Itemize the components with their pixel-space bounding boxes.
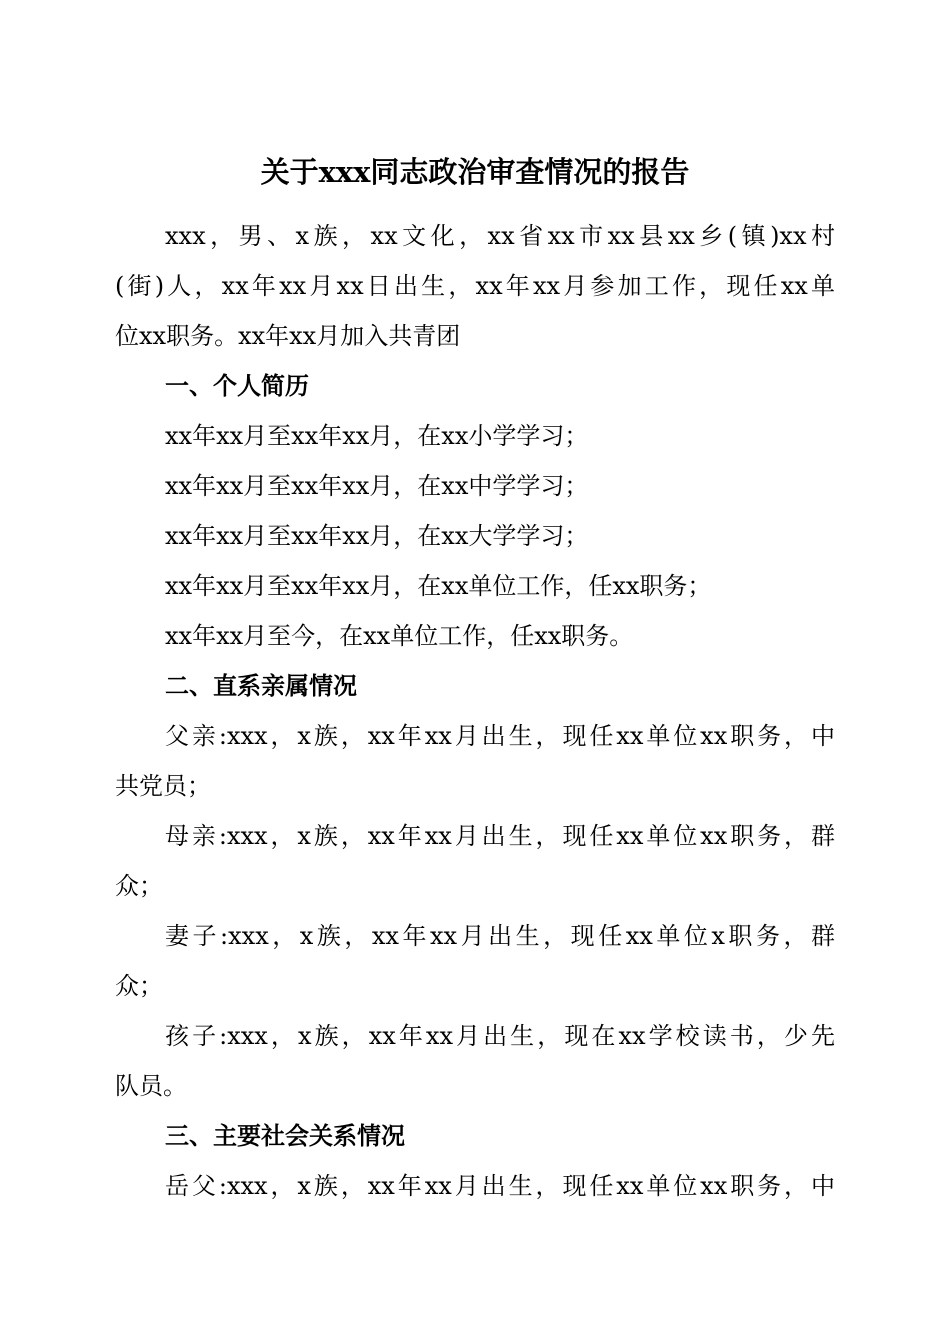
intro-line-3: 位xx职务。xx年xx月加入共青团: [115, 322, 461, 350]
resume-item: xx年xx月至xx年xx月，在xx大学学习；: [165, 522, 589, 550]
document-title: 关于xxx同志政治审查情况的报告: [260, 155, 690, 189]
family-child-line-2: 队员。: [115, 1072, 187, 1100]
resume-item: xx年xx月至xx年xx月，在xx小学学习；: [165, 422, 589, 450]
resume-item: xx年xx月至今，在xx单位工作，任xx职务。: [165, 622, 634, 650]
family-wife-line-2: 众；: [115, 972, 163, 1000]
intro-line-2: (街)人，xx年xx月xx日出生，xx年xx月参加工作，现任xx单: [115, 272, 835, 300]
section-heading-resume: 一、个人简历: [165, 371, 309, 400]
family-father-line-1: 父亲:xxx，x族，xx年xx月出生，现任xx单位xx职务，中: [165, 722, 835, 750]
family-mother-line-1: 母亲:xxx，x族，xx年xx月出生，现任xx单位xx职务，群: [165, 822, 835, 850]
family-wife-line-1: 妻子:xxx，x族，xx年xx月出生，现任xx单位x职务，群: [165, 922, 835, 950]
intro-line-1: xxx，男、x族，xx文化，xx省xx市xx县xx乡(镇)xx村: [165, 222, 835, 250]
section-heading-social: 三、主要社会关系情况: [165, 1121, 405, 1150]
resume-item: xx年xx月至xx年xx月，在xx中学学习；: [165, 472, 589, 500]
family-child-line-1: 孩子:xxx，x族，xx年xx月出生，现在xx学校读书，少先: [165, 1022, 835, 1050]
family-father-line-2: 共党员；: [115, 772, 211, 800]
section-heading-family: 二、直系亲属情况: [165, 671, 357, 700]
resume-item: xx年xx月至xx年xx月，在xx单位工作，任xx职务；: [165, 572, 712, 600]
social-father-in-law-line-1: 岳父:xxx，x族，xx年xx月出生，现任xx单位xx职务，中: [165, 1172, 835, 1200]
family-mother-line-2: 众；: [115, 872, 163, 900]
